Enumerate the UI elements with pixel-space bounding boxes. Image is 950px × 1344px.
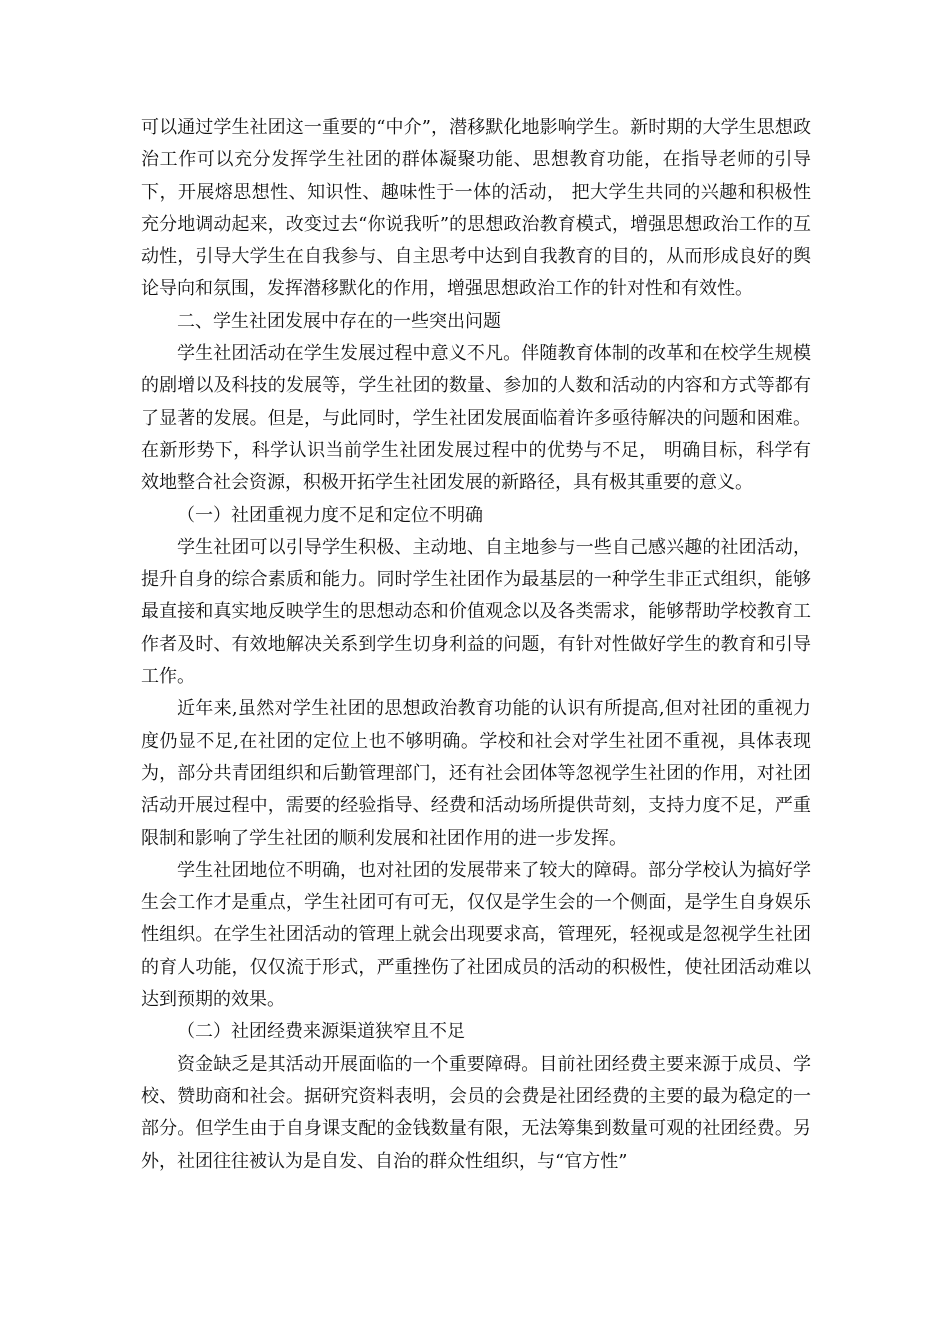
paragraph: 学生社团地位不明确，也对社团的发展带来了较大的障碍。部分学校认为搞好学生会工作才是重点，学生社团可有可无，仅仅是学生会的一个侧面，是学生自身娱乐性组织。在学生社团活动的管理上就会出现要求高，管理死，轻视或是忽视学生社团的育人功能，仅仅流于形式，严重挫伤了社团成员的活动的积极性，使社团活动难以达到预期的效果。 [141,859,811,1011]
section-heading-2: 二、学生社团发展中存在的一些突出问题 [177,310,501,332]
paragraph: 学生社团活动在学生发展过程中意义不凡。伴随教育体制的改革和在校学生规模的剧增以及科技的发展等，学生社团的数量、参加的人数和活动的内容和方式等都有了显著的发展。但是，与此同时，学生社团发展面临着许多亟待解决的问题和困难。在新形势下，科学认识当前学生社团发展过程中的优势与不足， 明确目标，科学有效地整合社会资源，积极开拓学生社团发展的新路径，具有极其重要的意义。 [141,343,811,494]
paragraph-continued: 可以通过学生社团这一重要的“中介”，潜移默化地影响学生。新时期的大学生思想政治工作可以充分发挥学生社团的群体凝聚功能、思想教育功能，在指导老师的引导下，开展熔思想性、知识性、趣味性于一体的活动， 把大学生共同的兴趣和积极性充分地调动起来，改变过去“你说我听”的思想政治教育模式，增强思想政治工作的互动性，引导大学生在自我参与、自主思考中达到自我教育的目的，从而形成良好的舆论导向和氛围，发挥潜移默化的作用，增强思想政治工作的针对性和有效性。 [141,117,811,300]
paragraph: 资金缺乏是其活动开展面临的一个重要障碍。目前社团经费主要来源于成员、学校、赞助商和社会。据研究资料表明，会员的会费是社团经费的主要的最为稳定的一部分。但学生由于自身课支配的金钱数量有限，无法筹集到数量可观的社团经费。另外，社团往往被认为是自发、自治的群众性组织，与“官方性” [141,1053,811,1172]
paragraph: 近年来,虽然对学生社团的思想政治教育功能的认识有所提高,但对社团的重视力度仍显不足,在社团的定位上也不够明确。学校和社会对学生社团不重视，具体表现为，部分共青团组织和后勤管理部门，还有社会团体等忽视学生社团的作用，对社团活动开展过程中，需要的经验指导、经费和活动场所提供苛刻，支持力度不足，严重限制和影响了学生社团的顺利发展和社团作用的进一步发挥。 [141,698,811,849]
document-body [141,112,811,1178]
subsection-heading-1: （一）社团重视力度不足和定位不明确 [177,504,483,526]
paragraph: 学生社团可以引导学生积极、主动地、自主地参与一些自己感兴趣的社团活动，提升自身的综合素质和能力。同时学生社团作为最基层的一种学生非正式组织，能够最直接和真实地反映学生的思想动态和价值观念以及各类需求，能够帮助学校教育工作者及时、有效地解决关系到学生切身利益的问题，有针对性做好学生的教育和引导工作。 [141,536,811,688]
subsection-heading-2: （二）社团经费来源渠道狭窄且不足 [177,1021,465,1043]
